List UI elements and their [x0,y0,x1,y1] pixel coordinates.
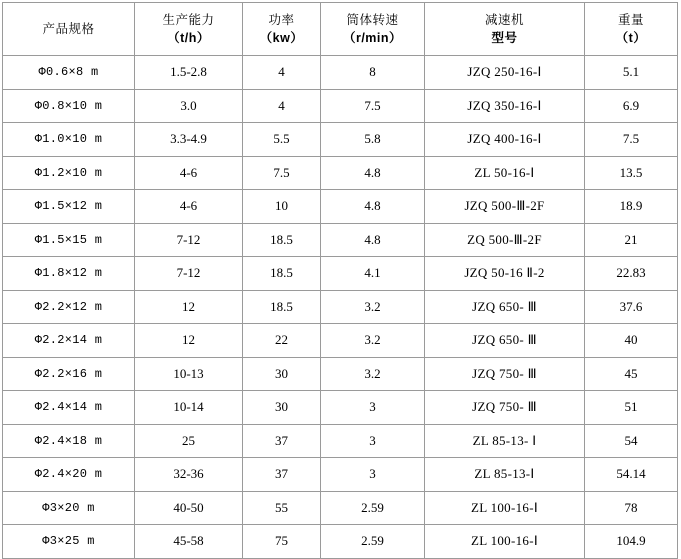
cell-weight: 13.5 [585,156,678,190]
cell-capacity: 4-6 [135,156,243,190]
cell-rotation-speed: 4.8 [321,223,425,257]
cell-power: 4 [243,89,321,123]
cell-rotation-speed: 3.2 [321,290,425,324]
column-header-capacity [135,3,243,56]
cell-capacity: 3.0 [135,89,243,123]
cell-capacity: 3.3-4.9 [135,123,243,157]
cell-capacity: 12 [135,290,243,324]
cell-reducer-model: ZQ 500-Ⅲ-2F [425,223,585,257]
column-header-weight [585,3,678,56]
cell-weight: 21 [585,223,678,257]
cell-capacity: 25 [135,424,243,458]
cell-reducer-model: ZL 100-16-Ⅰ [425,491,585,525]
table-row [3,458,678,492]
cell-rotation-speed: 3 [321,424,425,458]
cell-capacity: 4-6 [135,190,243,224]
cell-capacity: 1.5-2.8 [135,56,243,90]
column-header-line1: 产品规格 [42,21,95,36]
cell-rotation-speed: 4.8 [321,190,425,224]
cell-rotation-speed: 3 [321,458,425,492]
column-header-rotation-speed [321,3,425,56]
column-header-line1: 生产能力 [162,12,215,27]
cell-rotation-speed: 3.2 [321,357,425,391]
cell-reducer-model: JZQ 50-16 Ⅱ-2 [425,257,585,291]
cell-weight: 37.6 [585,290,678,324]
cell-capacity: 12 [135,324,243,358]
table-row [3,391,678,425]
column-header-power [243,3,321,56]
cell-weight: 45 [585,357,678,391]
column-header-line1: 重量 [617,12,644,27]
table-row [3,257,678,291]
table-row [3,491,678,525]
cell-product-spec: Φ3×20 m [3,491,135,525]
cell-product-spec: Φ1.8×12 m [3,257,135,291]
cell-rotation-speed: 3.2 [321,324,425,358]
cell-weight: 104.9 [585,525,678,559]
table-row [3,324,678,358]
cell-rotation-speed: 5.8 [321,123,425,157]
column-header-line2: 型号 [491,31,518,45]
cell-rotation-speed: 2.59 [321,491,425,525]
cell-product-spec: Φ2.4×18 m [3,424,135,458]
column-header-line2: （kw） [259,31,304,45]
cell-weight: 18.9 [585,190,678,224]
cell-product-spec: Φ0.8×10 m [3,89,135,123]
cell-weight: 54 [585,424,678,458]
cell-weight: 7.5 [585,123,678,157]
cell-capacity: 7-12 [135,223,243,257]
cell-product-spec: Φ0.6×8 m [3,56,135,90]
cell-product-spec: Φ1.5×15 m [3,223,135,257]
cell-capacity: 10-13 [135,357,243,391]
cell-power: 37 [243,424,321,458]
cell-rotation-speed: 7.5 [321,89,425,123]
cell-weight: 51 [585,391,678,425]
cell-rotation-speed: 4.8 [321,156,425,190]
table-row [3,223,678,257]
cell-reducer-model: JZQ 250-16-Ⅰ [425,56,585,90]
cell-reducer-model: ZL 85-13-Ⅰ [425,458,585,492]
cell-rotation-speed: 2.59 [321,525,425,559]
table-row [3,123,678,157]
cell-power: 7.5 [243,156,321,190]
table-row [3,290,678,324]
cell-product-spec: Φ2.2×16 m [3,357,135,391]
cell-weight: 22.83 [585,257,678,291]
cell-power: 30 [243,391,321,425]
table-row [3,190,678,224]
cell-capacity: 7-12 [135,257,243,291]
cell-weight: 6.9 [585,89,678,123]
table-row [3,525,678,559]
cell-reducer-model: JZQ 750- Ⅲ [425,357,585,391]
cell-reducer-model: JZQ 650- Ⅲ [425,290,585,324]
cell-product-spec: Φ2.2×12 m [3,290,135,324]
cell-reducer-model: ZL 85-13- Ⅰ [425,424,585,458]
cell-power: 18.5 [243,290,321,324]
cell-power: 55 [243,491,321,525]
cell-rotation-speed: 3 [321,391,425,425]
cell-power: 18.5 [243,257,321,291]
table-row [3,424,678,458]
cell-power: 75 [243,525,321,559]
cell-weight: 54.14 [585,458,678,492]
cell-power: 18.5 [243,223,321,257]
cell-capacity: 10-14 [135,391,243,425]
cell-capacity: 45-58 [135,525,243,559]
cell-reducer-model: ZL 50-16-Ⅰ [425,156,585,190]
column-header-line2: （t/h） [167,31,210,45]
cell-product-spec: Φ3×25 m [3,525,135,559]
column-header-line2: （r/min） [342,31,403,45]
table-row [3,56,678,90]
table-row [3,156,678,190]
cell-weight: 78 [585,491,678,525]
cell-reducer-model: JZQ 500-Ⅲ-2F [425,190,585,224]
cell-capacity: 40-50 [135,491,243,525]
cell-power: 4 [243,56,321,90]
cell-product-spec: Φ1.5×12 m [3,190,135,224]
column-header-reducer-model [425,3,585,56]
cell-product-spec: Φ1.2×10 m [3,156,135,190]
cell-capacity: 32-36 [135,458,243,492]
cell-power: 30 [243,357,321,391]
column-header-product-spec [3,3,135,56]
cell-power: 37 [243,458,321,492]
cell-reducer-model: JZQ 350-16-Ⅰ [425,89,585,123]
column-header-line1: 筒体转速 [346,12,399,27]
cell-reducer-model: ZL 100-16-Ⅰ [425,525,585,559]
cell-reducer-model: JZQ 650- Ⅲ [425,324,585,358]
table-row [3,89,678,123]
column-header-line2: （t） [615,31,647,45]
cell-power: 5.5 [243,123,321,157]
table-body [3,56,678,559]
cell-product-spec: Φ2.4×20 m [3,458,135,492]
cell-weight: 5.1 [585,56,678,90]
spec-table-container [2,2,677,559]
cell-power: 10 [243,190,321,224]
cell-product-spec: Φ1.0×10 m [3,123,135,157]
cell-product-spec: Φ2.2×14 m [3,324,135,358]
cell-rotation-speed: 8 [321,56,425,90]
cell-reducer-model: JZQ 750- Ⅲ [425,391,585,425]
cell-product-spec: Φ2.4×14 m [3,391,135,425]
table-header-row [3,3,678,56]
table-row [3,357,678,391]
cell-reducer-model: JZQ 400-16-Ⅰ [425,123,585,157]
column-header-line1: 减速机 [484,12,524,27]
table-header [3,3,678,56]
cell-rotation-speed: 4.1 [321,257,425,291]
cell-weight: 40 [585,324,678,358]
product-specification-table [2,2,678,559]
column-header-line1: 功率 [268,12,295,27]
cell-power: 22 [243,324,321,358]
